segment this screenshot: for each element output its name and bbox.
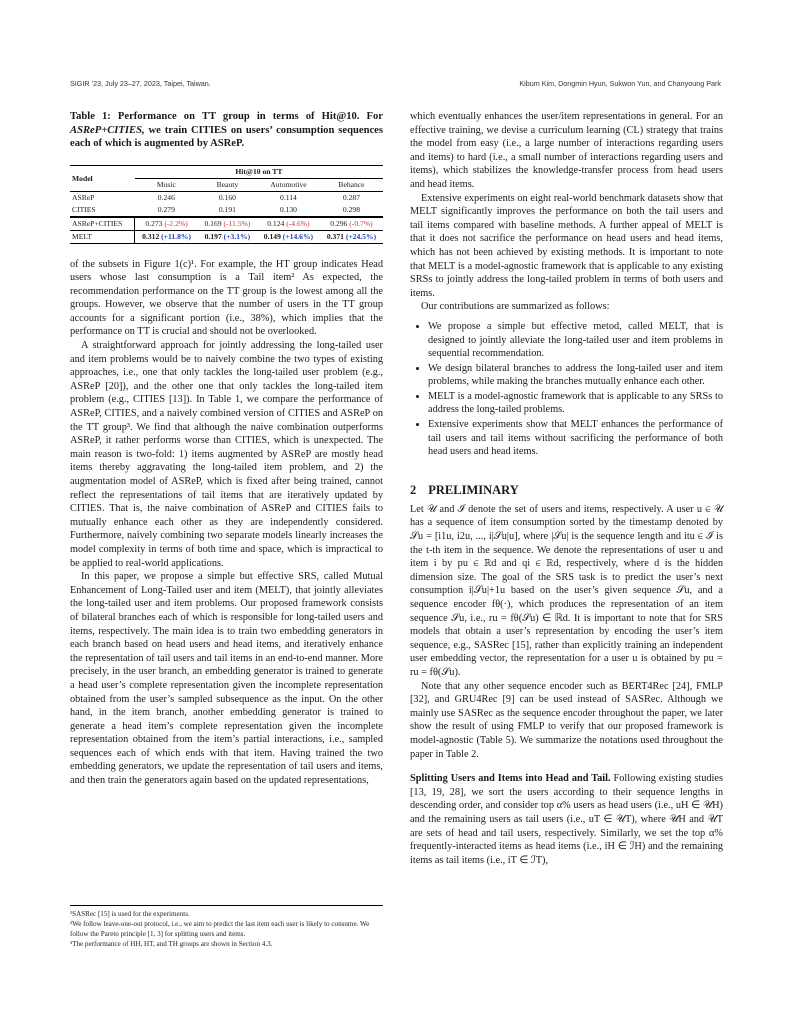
left-paragraph-3: In this paper, we propose a simple but effective SRS, called Mutual Enhancement of Long-Tailed user and item (MELT), that jointly alleviates the long-tailed user and item problems. Our proposed framework consists of bilateral branches each of which is responsible for long-tailed users and items, respectively. The main idea is to train two embedding generators in each branch based on head users and head items, and iteratively enhance the representation of tail users and tail items in an end-to-end manner. More precisely, in the user branch, an embedding generator is trained to generate a head user’s complete representation given the incomplete representation obtained from the user’s sampled subsequence as the input. On the other hand, in the item branch, another embedding generator is trained to generate a head item’s complete representation given the incomplete representation obtained from the item’s partial interactions, i.e., sampled sequences each of which ends with that item. Having trained the two embedding generators, we update the representation of tail users and items, and then train the generators again based on the updated representations,: [70, 571, 383, 787]
table-col-automotive: Automotive: [270, 180, 307, 189]
right-paragraph-3: Our contributions are summarized as follows:: [421, 301, 610, 313]
right-paragraph-2: Extensive experiments on eight real-world benchmark datasets show that MELT significantly improves the performance on both the tail users and tail items compared with baseline methods. A further appeal of MELT is that it does not sacrifice the performance on head users and head items, which has not been achieved by existing methods. It is important to note that MELT is a model-agnostic framework that is applicable to any existing SRSs to jointly address the long-tailed problem in terms of both users and items.: [410, 192, 723, 299]
table-group-header: Hit@10 on TT: [135, 165, 383, 178]
left-paragraph-1: of the subsets in Figure 1(c)¹. For example, the HT group indicates Head users whose last consumption is a Tail item² As expected, the recommendation performance on the TT group is the lowest among all the groups. However, we observe that the number of users in the TT group accounts for a significant portion (i.e., 38%), which implies that the performance on TT is crucial and should not be overlooked.: [70, 258, 383, 338]
table-caption: Table 1: Performance on TT group in terms of Hit@10. For ASReP+CITIES, we train CITIES on users’ consumption sequences each of which is augmented by ASReP.: [70, 111, 383, 149]
table-row: ASReP 0.246 0.160 0.114 0.287: [70, 191, 383, 204]
running-header-right: Kibum Kim, Dongmin Hyun, Sukwon Yun, and Chanyoung Park: [519, 79, 721, 88]
right-paragraph-4: Let 𝒰 and ℐ denote the set of users and items, respectively. A user u ∈ 𝒰 has a sequence of item consumption sorted by the timestamp denoted by 𝒮u = [i1u, i2u, ..., i|𝒮u|u], where |𝒮u| is the sequence length and itu ∈ ℐ is the t-th item in the sequence. We denote the representations of user u and item i by pu ∈ ℝd and qi ∈ ℝd, respectively, where d is the hidden dimension size. The goal of the SRS task is to predict the user’s next consumption i|𝒮u|+1u based on the user’s given sequence 𝒮u, and a sequence encoder fθ(·), which produces the representation of an item sequence 𝒮u, i.e., ru = fθ(𝒮u) ∈ ℝd. It is important to note that for SRS models that obtain a user’s representation by encoding the user’s item sequence, e.g., SASRec [15], rather than explicitly training an independent user embedding vector, the representation for a user u is obtained by pu = ru = fθ(𝒮u).: [410, 503, 723, 678]
footnotes: [70, 905, 383, 950]
right-column: [410, 110, 723, 867]
list-item: • Extensive experiments show that MELT enhances the performance of tail users and tail items without sacrificing the performance of both head users and head items.: [428, 418, 723, 459]
footnote-1: ¹SASRec [15] is used for the experiments.: [70, 910, 190, 918]
left-column: [70, 110, 383, 788]
right-paragraph-5: Note that any other sequence encoder such as BERT4Rec [24], FMLP [32], and GRU4Rec [9] can be used instead of SASRec. Although we mainly use SASRec as the sequence encoder throughout the paper, we later show the result of using FMLP to verify that our proposed framework is model-agnostic (Table 5). We summarize the notations used throughout the paper in Table 2.: [410, 680, 723, 760]
list-item: • We design bilateral branches to address the long-tailed user and item problems, while making the branches mutually enhance each other.: [428, 362, 723, 389]
list-item: • MELT is a model-agnostic framework that is applicable to any SRSs to address the long-tailed problems.: [428, 390, 723, 417]
table-col-beauty: Beauty: [216, 180, 239, 189]
footnote-3: ³The performance of HH, HT, and TH groups are shown in Section 4.3.: [70, 939, 273, 948]
contributions-list: [410, 320, 723, 459]
table-row: CITIES 0.279 0.191 0.130 0.298: [72, 205, 361, 214]
right-paragraph-1: which eventually enhances the user/item representations in general. For an effective training, we devise a curriculum learning (CL) strategy that trains the model from easy (i.e., a large number of interactions regarding users and items) to hard (i.e., a small number of interactions regarding users and items), which stabilizes the knowledge-transfer process from head users and head items.: [410, 111, 723, 190]
table-col-music: Music: [156, 180, 176, 189]
left-paragraph-2: A straightforward approach for jointly addressing the long-tailed user and item problems would be to naively combine the two types of existing approaches, i.e., one that only tackles the long-tailed user problem (e.g., ASReP [20]), and the other one that only tackles the long-tailed item problem (e.g., CITIES [13]). In Table 1, we compare the performance of ASReP, CITIES, and a naively combined version of CITIES and ASReP on the TT group³. We find that although the naive combination outperforms ASReP, it rather performs worse than CITIES, which is unexpected. The main reason is two-fold: 1) items augmented by ASReP are mostly head items thereby aggravating the long-tailed item problem, and 2) the augmentation model of ASReP, which is fixed after being trained, cannot reflect the representations of tail items that are iteratively updated by CITIES. That is, the naive combination of ASReP and CITIES fails to mutually enhance each other as they are independently considered. Furthermore, naively combining two separate models linearly increases the model complexity in terms of both time and space, which is impractical to be applied to real-world applications.: [70, 340, 383, 569]
results-table: [70, 165, 383, 244]
table-row-melt: MELT 0.312 (+11.8%) 0.197 (+3.1%) 0.149 (+14.6%) 0.371 (+24.5%): [70, 230, 383, 243]
list-item: • We propose a simple but effective metod, called MELT, that is designed to jointly alleviate the long-tailed user and item problems in sequential recommendation.: [428, 320, 723, 361]
section-heading: 2 PRELIMINARY: [410, 482, 519, 497]
table-header-model: Model: [70, 165, 135, 191]
running-header-left: SIGIR ’23, July 23–27, 2023, Taipei, Taiwan.: [70, 79, 211, 88]
run-in-heading: Splitting Users and Items into Head and Tail.: [410, 773, 611, 785]
right-paragraph-6: Splitting Users and Items into Head and Tail. Following existing studies [13, 19, 28], we sort the users according to their sequence lengths in descending order, and consider top α% users as head users (i.e., uH ∈ 𝒰H) and the remaining users as tail users (i.e., uT ∈ 𝒰T), where 𝒰H and 𝒰T are sets of head and tail users, respectively. Similarly, we set the top α% frequently-interacted items as head items (i.e., iH ∈ ℐH) and the remaining items as tail items (i.e., iT ∈ ℐT),: [410, 773, 723, 866]
table-row-combo: ASReP+CITIES 0.273 (-2.2%) 0.169 (-11.5%) 0.124 (-4.6%) 0.296 (-0.7%): [70, 217, 383, 231]
footnote-2: ²We follow leave-one-out protocol, i.e., we aim to predict the last item each user is likely to consume. We follow the Pareto principle [1, 3] for splitting users and items.: [70, 920, 370, 938]
table-col-behance: Behance: [338, 180, 365, 189]
